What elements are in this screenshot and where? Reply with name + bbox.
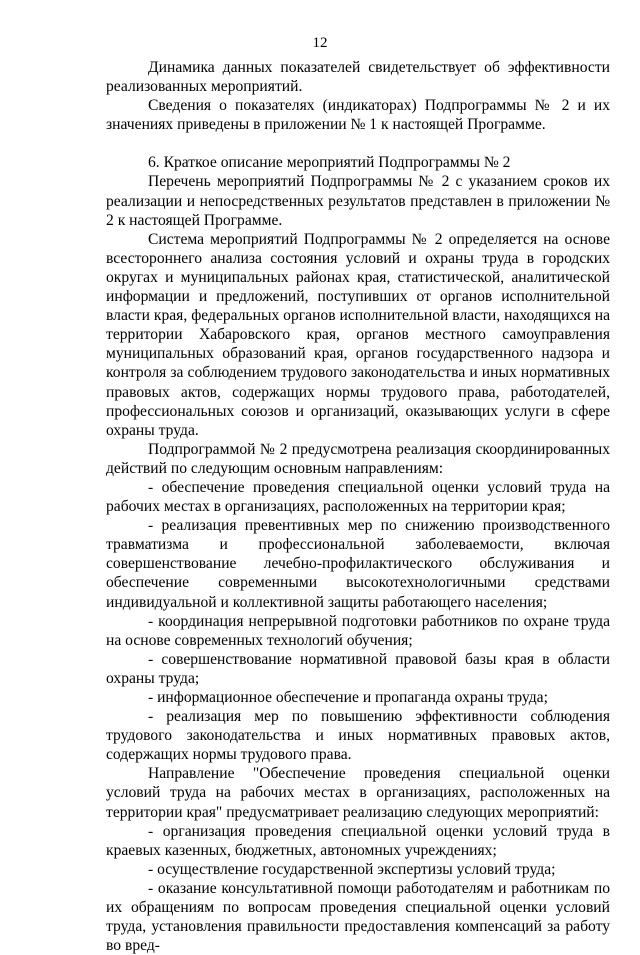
page-number: 12 [312, 35, 328, 51]
list-item-direction: - реализация превентивных мер по снижению производственного травматизма и профессиональной заболеваемости, включая совершенствование лечебно-профилактического обслуживания и обеспечение современными высокотехнологичными средствами индивидуальной и коллективной защиты работающего населения; [106, 517, 610, 611]
paragraph-indicators-info: Сведения о показателях (индикаторах) Подпрограммы № 2 и их значениях приведены в приложении № 1 к настоящей Программе. [106, 97, 610, 134]
list-item-direction: - обеспечение проведения специальной оценки условий труда на рабочих местах в организациях, расположенных на территории края; [106, 478, 610, 516]
paragraph-indicators-dynamics: Динамика данных показателей свидетельствует об эффективности реализованных мероприятий. [106, 59, 610, 96]
list-item-direction: - информационное обеспечение и пропаганда охраны труда; [148, 689, 548, 706]
list-item-direction: - совершенствование нормативной правовой базы края в области охраны труда; [106, 650, 610, 687]
document-body [106, 58, 610, 955]
list-item-measure: - оказание консультативной помощи работодателям и работникам по их обращениям по вопросам проведения специальной оценки условий труда, установления правильности предоставления компенсаций за работу во вред- [106, 879, 610, 955]
list-item-direction: - реализация мер по повышению эффективности соблюдения трудового законодательства и иных нормативных правовых актов, содержащих нормы трудового права. [106, 708, 610, 764]
paragraph-measures-system: Система мероприятий Подпрограммы № 2 определяется на основе всестороннего анализа состояния условий и охраны труда в городских округах и муниципальных районах края, статистической, аналитической информации и предложений, поступивших от органов исполнительной власти края, федеральных органов исполнительной власти, находящихся на территории Хабаровского края, органов местного самоуправления муниципальных образований края, органов государственного надзора и контроля за соблюдением трудового законодательства и иных нормативных правовых актов, содержащих нормы трудового права, работодателей, профессиональных союзов и организаций, оказывающих услуги в сфере охраны труда. [106, 230, 610, 439]
list-item-direction: - координация непрерывной подготовки работников по охране труда на основе современных технологий обучения; [106, 612, 610, 649]
paragraph-directions-intro: Подпрограммой № 2 предусмотрена реализация скоординированных действий по следующим основным направлениям: [106, 440, 610, 477]
list-item-measure: - организация проведения специальной оценки условий труда в краевых казенных, бюджетных, автономных учреждениях; [106, 822, 610, 859]
paragraph-measures-list: Перечень мероприятий Подпрограммы № 2 с указанием сроков их реализации и непосредственных результатов представлен в приложении № 2 к настоящей Программе. [106, 173, 610, 229]
paragraph-direction-assessment: Направление "Обеспечение проведения специальной оценки условий труда на рабочих местах в организациях, расположенных на территории края" предусматривает реализацию следующих мероприятий: [106, 765, 610, 821]
section-heading: 6. Краткое описание мероприятий Подпрограммы № 2 [148, 154, 511, 172]
list-item-measure: - осуществление государственной экспертизы условий труда; [148, 860, 556, 878]
